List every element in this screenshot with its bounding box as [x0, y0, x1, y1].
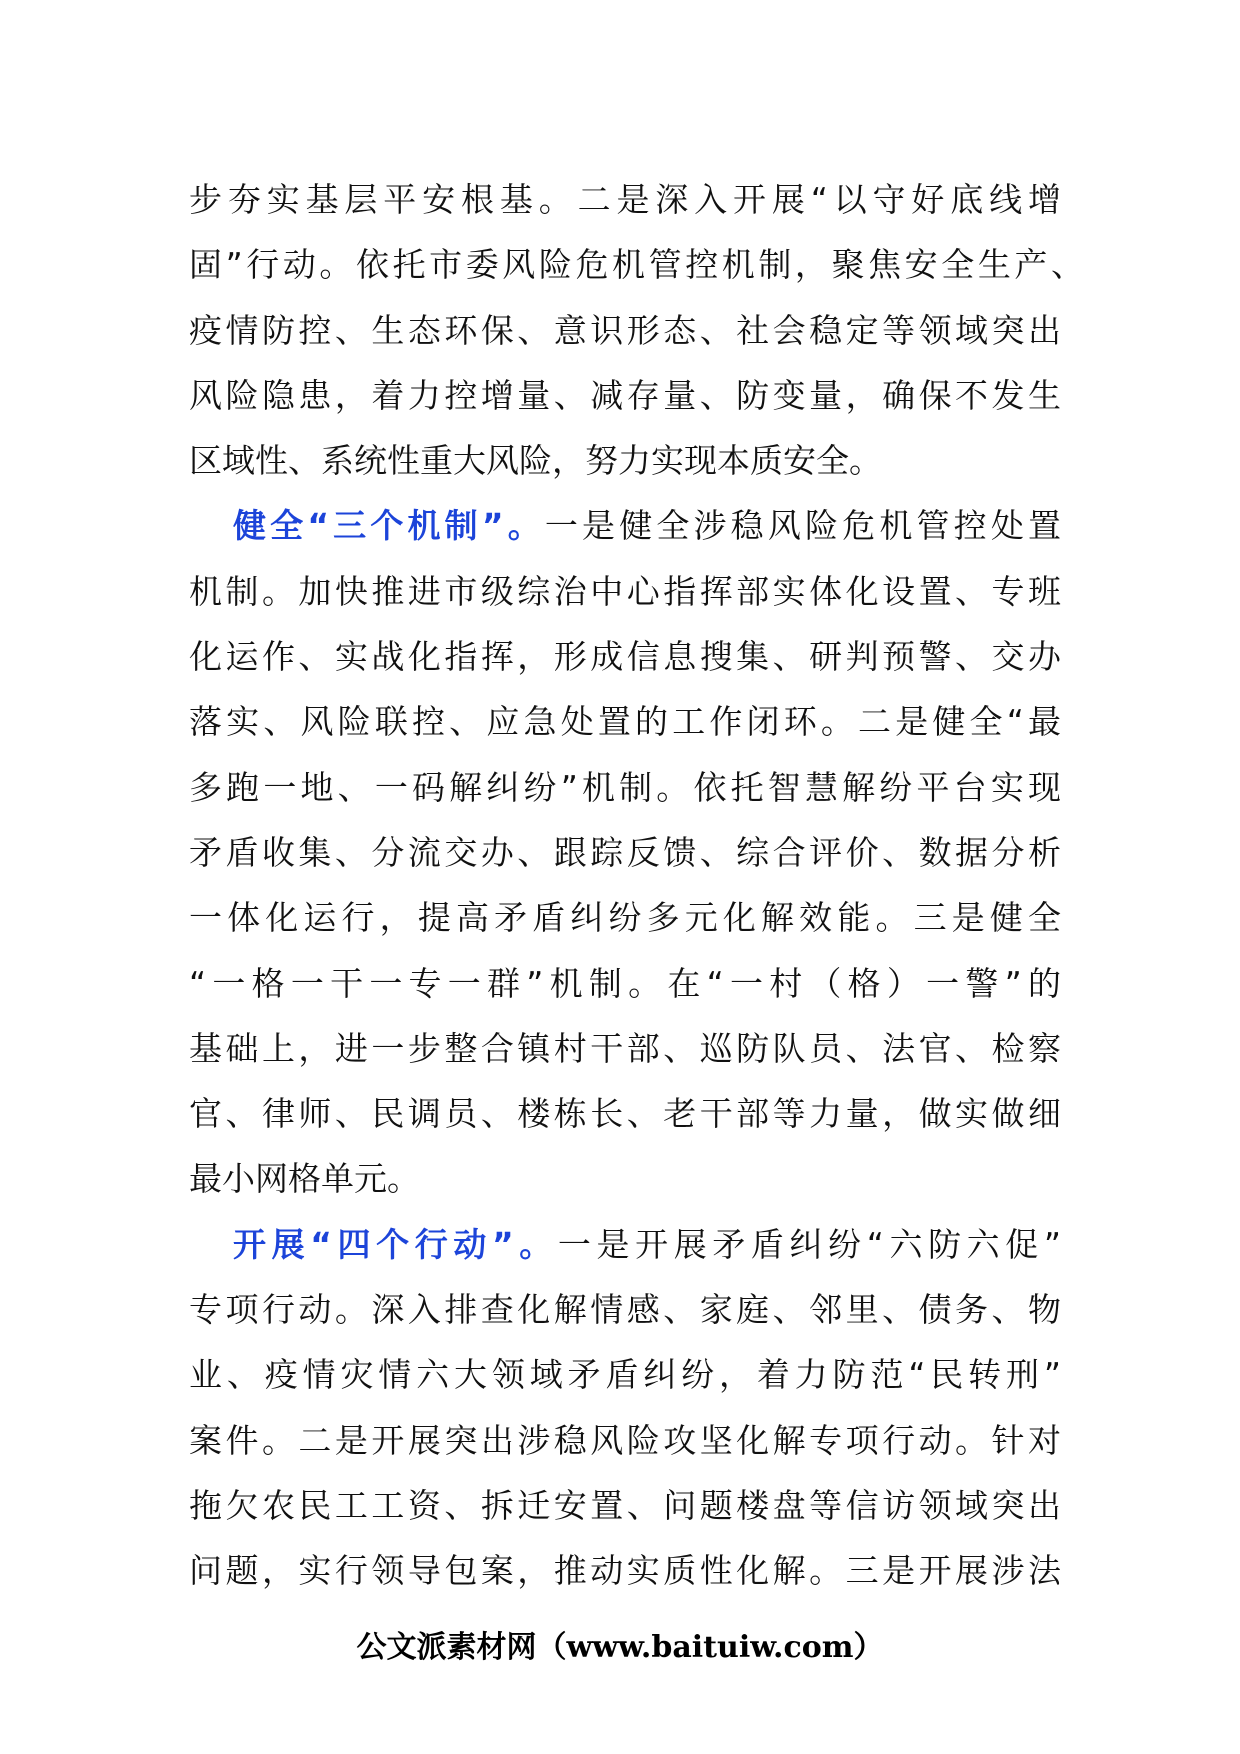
paragraph-line: 多跑一地、一码解纠纷”机制。依托智慧解纷平台实现 — [189, 767, 1061, 807]
paragraph-line: 专项行动。深入排查化解情感、家庭、邻里、债务、物 — [189, 1290, 1061, 1330]
footer-site-name: 公文派素材网（www.baituiw.com） — [356, 1630, 884, 1665]
paragraph-line-text: 一是开展矛盾纠纷“六防六促” — [557, 1224, 1061, 1264]
paragraph — [189, 1212, 1061, 1604]
paragraph-line: 机制。加快推进市级综治中心指挥部实体化设置、专班 — [189, 571, 1061, 611]
paragraph-line: 风险隐患，着力控增量、减存量、防变量，确保不发生 — [189, 375, 1061, 415]
paragraph-line: 官、律师、民调员、楼栋长、老干部等力量，做实做细 — [189, 1094, 1061, 1134]
paragraph-line: 拖欠农民工工资、拆迁安置、问题楼盘等信访领域突出 — [189, 1485, 1061, 1525]
paragraph-line: “一格一干一专一群”机制。在“一村（格）一警”的 — [189, 963, 1061, 1003]
document-body — [189, 167, 1084, 1604]
paragraph-line: 区域性、系统性重大风险，努力实现本质安全。 — [189, 441, 882, 481]
paragraph-line: 最小网格单元。 — [189, 1159, 420, 1199]
paragraph-line: 矛盾收集、分流交办、跟踪反馈、综合评价、数据分析 — [189, 832, 1061, 872]
paragraph-first-line — [189, 493, 1061, 558]
paragraph-first-line — [189, 1212, 1061, 1277]
paragraph-line: 化运作、实战化指挥，形成信息搜集、研判预警、交办 — [189, 637, 1061, 677]
paragraph-line: 落实、风险联控、应急处置的工作闭环。二是健全“最 — [189, 702, 1061, 742]
section-heading: 开展“四个行动”。 — [233, 1224, 558, 1264]
paragraph-line-text: 一是健全涉稳风险危机管控处置 — [544, 506, 1061, 546]
paragraph-line: 案件。二是开展突出涉稳风险攻坚化解专项行动。针对 — [189, 1420, 1061, 1460]
paragraph — [189, 493, 1061, 1211]
section-heading: 健全“三个机制”。 — [233, 506, 545, 546]
paragraph — [189, 167, 1084, 493]
paragraph-line: 问题，实行领导包案，推动实质性化解。三是开展涉法 — [189, 1551, 1061, 1591]
paragraph-line: 固”行动。依托市委风险危机管控机制，聚焦安全生产、 — [189, 245, 1084, 285]
paragraph-line: 一体化运行，提高矛盾纠纷多元化解效能。三是健全 — [189, 898, 1061, 938]
paragraph-line: 业、疫情灾情六大领域矛盾纠纷，着力防范“民转刑” — [189, 1355, 1061, 1395]
paragraph-line: 基础上，进一步整合镇村干部、巡防队员、法官、检察 — [189, 1028, 1061, 1068]
paragraph-line: 步夯实基层平安根基。二是深入开展“以守好底线增 — [189, 180, 1061, 219]
paragraph-line: 疫情防控、生态环保、意识形态、社会稳定等领域突出 — [189, 310, 1061, 350]
